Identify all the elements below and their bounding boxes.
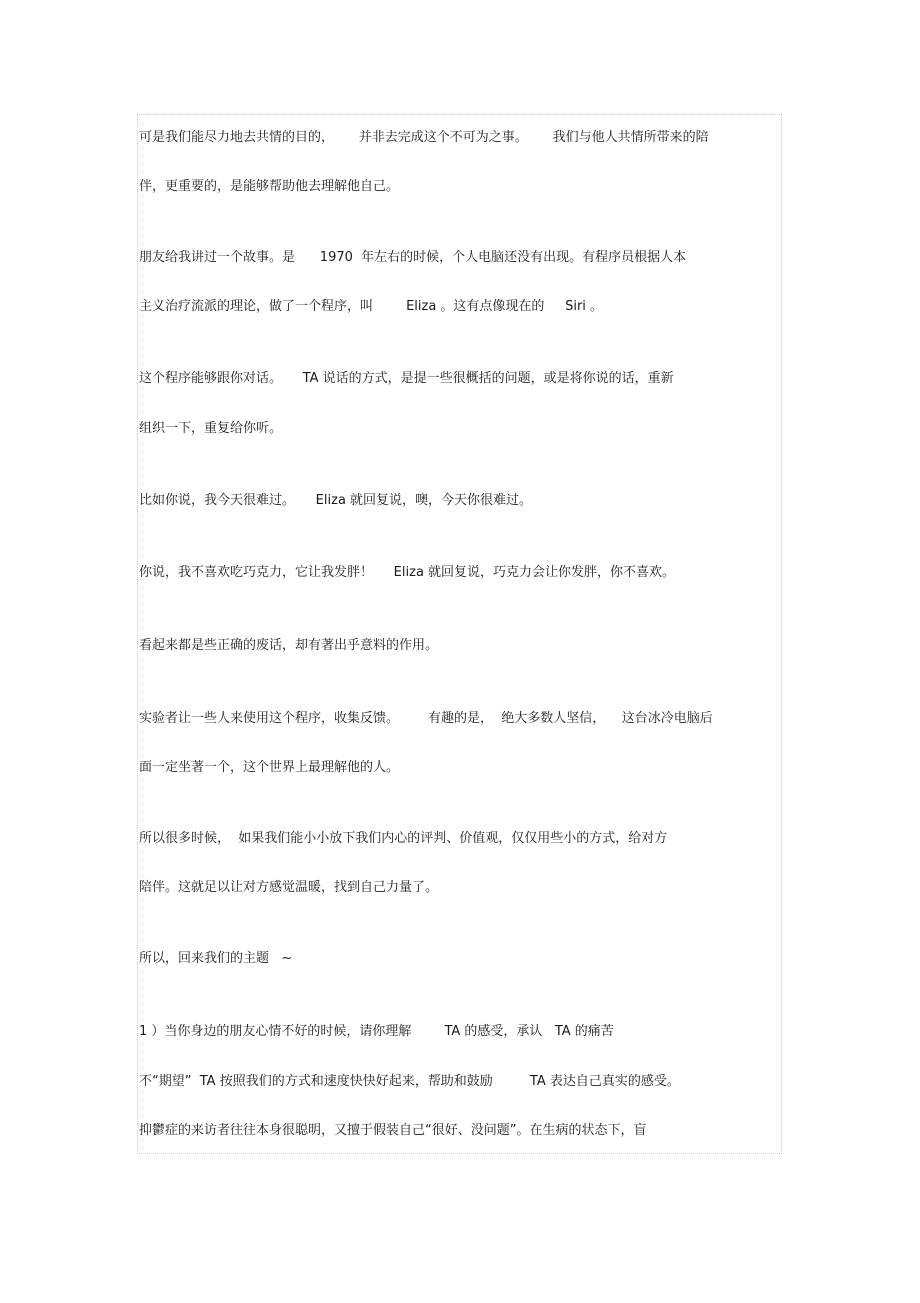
text-line: 面一定坐著一个，这个世界上最理解他的人。 <box>139 760 400 775</box>
text-line: 组织一下，重复给你听。 <box>139 421 283 436</box>
text-line: 不“期望” TA 按照我们的方式和速度快快好起来，帮助和鼓励 TA 表达自己真实的感受。 <box>139 1074 680 1089</box>
text-line: 可是我们能尽力地去共情的目的， 并非去完成这个不可为之事。 我们与他人共情所带来的陪 <box>139 130 709 145</box>
page-border <box>137 114 782 1154</box>
text-line: 抑鬱症的来访者往往本身很聪明，又擅于假装自己“很好、没问题”。在生病的状态下，盲 <box>139 1123 647 1138</box>
text-line: 1 ）当你身边的朋友心情不好的时候，请你理解 TA 的感受，承认 TA 的痛苦 <box>139 1024 614 1039</box>
text-line: 这个程序能够跟你对话。 TA 说话的方式，是提一些很概括的问题，或是将你说的话，重新 <box>139 371 674 386</box>
text-line: 所以，回来我们的主题 ~ <box>139 951 293 966</box>
text-line: 主义治疗流派的理论，做了一个程序，叫 Eliza 。这有点像现在的 Siri 。 <box>139 299 604 314</box>
text-line: 看起来都是些正确的废话，却有著出乎意料的作用。 <box>139 638 439 653</box>
text-line: 伴，更重要的，是能够帮助他去理解他自己。 <box>139 179 400 194</box>
text-line: 所以很多时候， 如果我们能小小放下我们内心的评判、价值观，仅仅用些小的方式，给对方 <box>139 831 668 846</box>
text-line: 朋友给我讲过一个故事。是 1970 年左右的时候，个人电脑还没有出现。有程序员根据人本 <box>139 250 687 265</box>
text-line: 比如你说，我今天很难过。 Eliza 就回复说，噢，今天你很难过。 <box>139 493 533 508</box>
text-line: 实验者让一些人来使用这个程序，收集反馈。 有趣的是， 绝大多数人坚信， 这台冰冷电脑后 <box>139 711 713 726</box>
text-line: 你说，我不喜欢吃巧克力，它让我发胖！ Eliza 就回复说，巧克力会让你发胖，你不喜欢。 <box>139 565 676 580</box>
text-line: 陪伴。这就足以让对方感觉温暖，找到自己力量了。 <box>139 880 439 895</box>
